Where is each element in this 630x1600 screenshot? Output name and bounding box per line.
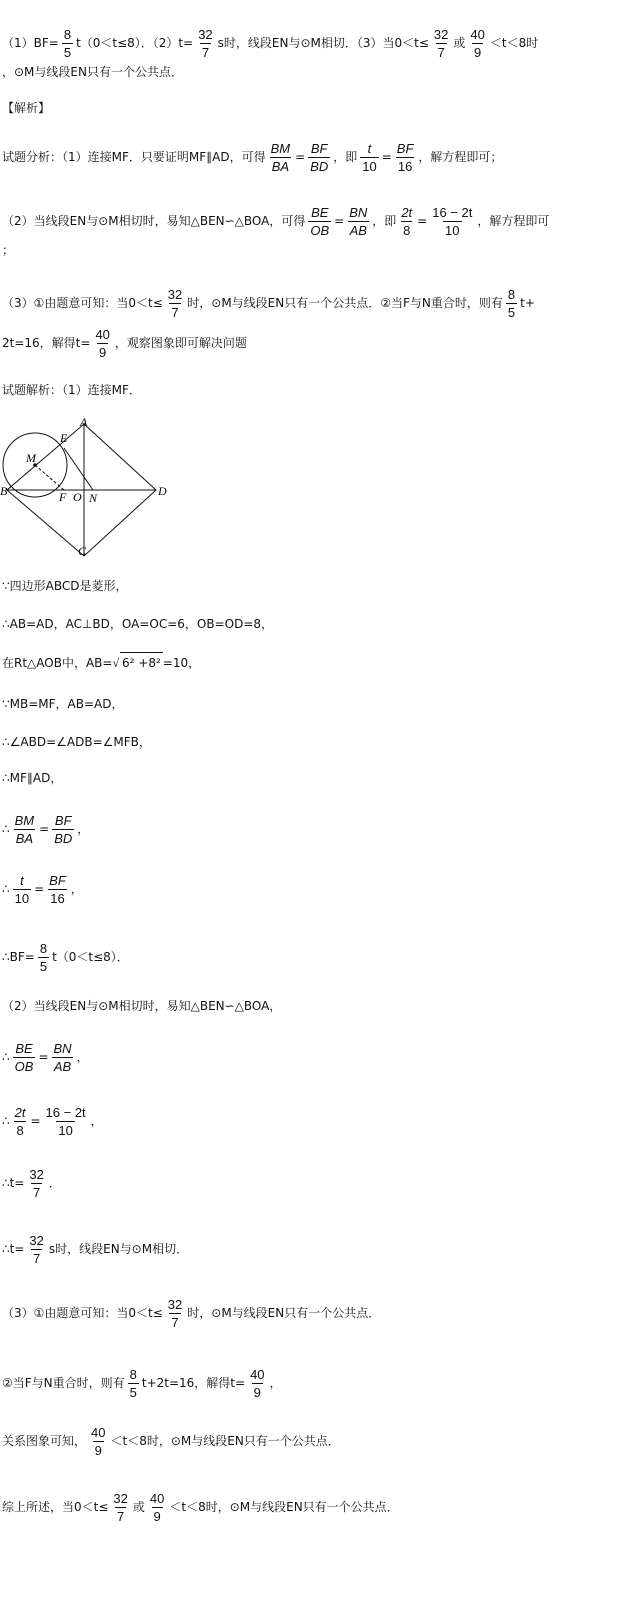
label-n: N: [89, 491, 98, 505]
solution-line: ②当F与N重合时，则有 $\frac{8}{5}$ t+2t=16，解得t= $\frac{40}{9}$ ，: [2, 1367, 282, 1400]
fraction: $\frac{2t}{8}$: [14, 1105, 26, 1138]
fraction: $\frac{BF}{BD}$: [310, 141, 329, 174]
solution-line: ∴t= $\frac{32}{7}$ ．: [2, 1167, 61, 1200]
solution-intro: 试题解析：（1）连接MF．: [2, 383, 141, 397]
label-a: A: [80, 415, 88, 429]
solution-line: ∴BF= $\frac{8}{5}$ t（0＜t≤8）．: [2, 941, 129, 974]
fraction: $\frac{BM}{BA}$: [270, 141, 291, 174]
answer-line-2: ，⊙M与线段EN只有一个公共点．: [2, 65, 183, 79]
fraction: $\frac{t}{10}$: [362, 141, 377, 174]
fraction: $\frac{2t}{8}$: [401, 205, 413, 238]
analysis-line-4: 2t=16，解得t= $\frac{40}{9}$ ，观察图象即可解决问题: [2, 327, 247, 360]
answer-text: ＜t＜8时: [489, 36, 539, 50]
answer-text: 或: [453, 36, 466, 50]
solution-line: 在Rt△AOB中，AB=√ 6² +8² =10，: [2, 652, 200, 673]
fraction: $\frac{t}{10}$: [14, 873, 30, 906]
fraction: $\frac{40}{9}$: [470, 27, 485, 60]
label-e: E: [60, 431, 68, 445]
fraction: $\frac{BF}{16}$: [49, 873, 66, 906]
solution-line: ∴MF∥AD，: [2, 771, 63, 785]
fraction: $\frac{BE}{OB}$: [310, 205, 330, 238]
fraction: $\frac{40}{9}$: [250, 1367, 265, 1400]
analysis-line-2-tail: ；: [2, 243, 15, 257]
fraction: $\frac{BF}{BD}$: [54, 813, 73, 846]
fraction: $\frac{32}{7}$: [433, 27, 449, 60]
solution-line: ∴t= $\frac{32}{7}$ s时，线段EN与⊙M相切．: [2, 1233, 189, 1266]
fraction: $\frac{BN}{AB}$: [349, 205, 368, 238]
label-b: B: [0, 484, 8, 498]
answer-line-1: [2, 26, 538, 61]
solution-line: 综上所述，当0＜t≤ $\frac{32}{7}$ 或 $\frac{40}{9}$ ＜t＜8时，⊙M与线段EN只有一个公共点．: [2, 1491, 399, 1524]
solution-line: （2）当线段EN与⊙M相切时，易知△BEN∽△BOA，: [2, 999, 282, 1013]
fraction: $\frac{16 - 2t}{10}$: [45, 1105, 86, 1138]
fraction: $\frac{8}{5}$: [63, 27, 72, 60]
fraction: $\frac{BM}{BA}$: [14, 813, 35, 846]
fraction: $\frac{BN}{AB}$: [53, 1041, 72, 1074]
solution-line: ∴ $\frac{t}{10}$ = $\frac{BF}{16}$ ，: [2, 873, 83, 906]
answer-text: （1）BF=: [2, 36, 59, 50]
fraction: $\frac{8}{5}$: [129, 1367, 137, 1400]
fraction: $\frac{BE}{OB}$: [14, 1041, 34, 1074]
fraction: $\frac{BF}{16}$: [396, 141, 414, 174]
radicand: 6² +8²: [120, 652, 163, 673]
solution-line: ∴∠ABD=∠ADB=∠MFB，: [2, 735, 151, 749]
answer-text: t（0＜t≤8）．（2）t=: [76, 36, 194, 50]
label-c: C: [78, 544, 87, 558]
solution-line: ∴ $\frac{2t}{8}$ = $\frac{16 - 2t}{10}$ ，: [2, 1105, 103, 1138]
analysis-line-3: （3）①由题意可知：当0＜t≤ $\frac{32}{7}$ 时，⊙M与线段EN只有一个公共点．②当F与N重合时，则有 $\frac{8}{5}$ t+: [2, 287, 535, 320]
fraction: $\frac{32}{7}$: [167, 287, 183, 320]
jiexi-label: 【解析】: [2, 101, 51, 115]
label-o: O: [73, 490, 82, 504]
fraction: $\frac{32}{7}$: [29, 1167, 44, 1200]
fraction: $\frac{32}{7}$: [198, 27, 213, 60]
fraction: $\frac{40}{9}$: [95, 327, 110, 360]
solution-line: 关系图象可知， $\frac{40}{9}$ ＜t＜8时，⊙M与线段EN只有一个公共点．: [2, 1425, 340, 1458]
rhombus-circle-figure: [0, 414, 180, 560]
analysis-line-1: 试题分析：（1）连接MF．只要证明MF∥AD，可得 $\frac{BM}{BA}$ = $\frac{BF}{BD}$ ，即 $\frac{t}{10}$ = $\frac{BF}{16}$ ，解方程即可；: [2, 141, 503, 174]
solution-line: ∵四边形ABCD是菱形，: [2, 579, 128, 593]
solution-line: （3）①由题意可知：当0＜t≤ $\frac{32}{7}$ 时，⊙M与线段EN只有一个公共点．: [2, 1297, 381, 1330]
solution-line: ∴ $\frac{BE}{OB}$ = $\frac{BN}{AB}$ ，: [2, 1041, 89, 1074]
solution-line: ∴ $\frac{BM}{BA}$ = $\frac{BF}{BD}$ ，: [2, 813, 90, 846]
fraction: $\frac{8}{5}$: [39, 941, 48, 974]
fraction: $\frac{8}{5}$: [507, 287, 516, 320]
solution-line: ∵MB=MF，AB=AD，: [2, 697, 124, 711]
fraction: $\frac{40}{9}$: [91, 1425, 106, 1458]
label-m: M: [26, 451, 36, 465]
label-f: F: [59, 490, 67, 504]
answer-text: s时，线段EN与⊙M相切．（3）当0＜t≤: [217, 36, 429, 50]
fraction: $\frac{32}{7}$: [113, 1491, 128, 1524]
analysis-line-2: （2）当线段EN与⊙M相切时，易知△BEN∽△BOA，可得 $\frac{BE}{OB}$ = $\frac{BN}{AB}$ ，即 $\frac{2t}{8}$ = $\frac{16 - 2t}{10}$ ，解方程即可: [2, 205, 550, 238]
fraction: $\frac{32}{7}$: [29, 1233, 44, 1266]
segment-mf: [35, 465, 64, 490]
fraction: $\frac{16 - 2t}{10}$: [432, 205, 473, 238]
label-d: D: [158, 484, 167, 498]
solution-line: ∴AB=AD，AC⊥BD，OA=OC=6，OB=OD=8，: [2, 617, 274, 631]
fraction: $\frac{32}{7}$: [167, 1297, 183, 1330]
fraction: $\frac{40}{9}$: [149, 1491, 165, 1524]
segment-en: [64, 448, 93, 490]
